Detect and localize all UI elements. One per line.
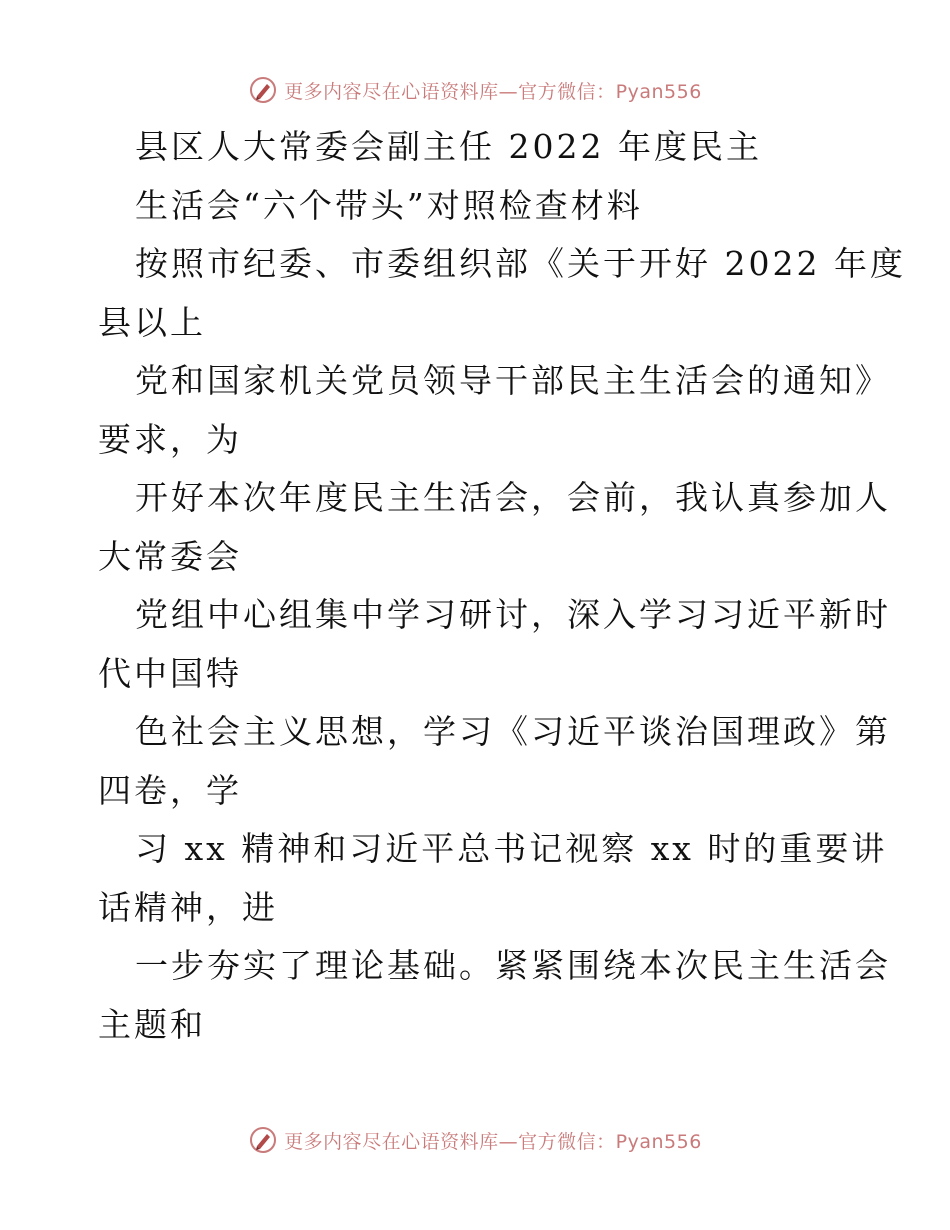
text-line: 县以上 [98, 302, 206, 342]
text-line: 代中国特 [98, 653, 242, 693]
text-line: 按照市纪委、市委组织部《关于开好 2022 年度 [135, 244, 906, 283]
text-line: 大常委会 [98, 536, 242, 576]
text-line: 党组中心组集中学习研讨，深入学习习近平新时 [135, 595, 891, 634]
pen-logo-icon [248, 75, 278, 105]
watermark-text: 更多内容尽在心语资料库—官方微信：Pyan556 [284, 80, 702, 103]
paragraph [98, 235, 906, 1054]
text-line: 习 xx 精神和习近平总书记视察 xx 时的重要讲 [135, 829, 888, 868]
document-title-line: 县区人大常委会副主任 2022 年度民主 [135, 127, 762, 166]
text-line: 四卷，学 [98, 770, 242, 810]
text-line: 话精神，进 [98, 887, 278, 927]
footer-watermark [0, 1120, 950, 1160]
text-line: 一步夯实了理论基础。紧紧围绕本次民主生活会 [135, 946, 891, 985]
text-line: 党和国家机关党员领导干部民主生活会的通知》 [135, 361, 891, 400]
text-line: 色社会主义思想，学习《习近平谈治国理政》第 [135, 712, 891, 751]
pen-logo-icon [248, 1125, 278, 1155]
text-line: 主题和 [98, 1004, 206, 1044]
watermark-text: 更多内容尽在心语资料库—官方微信：Pyan556 [284, 1130, 702, 1153]
text-line: 要求，为 [98, 419, 242, 459]
document-title-line: 生活会“六个带头”对照检查材料 [135, 185, 643, 225]
text-line: 开好本次年度民主生活会，会前，我认真参加人 [135, 478, 891, 517]
document-body [98, 118, 906, 1054]
header-watermark [0, 70, 950, 110]
